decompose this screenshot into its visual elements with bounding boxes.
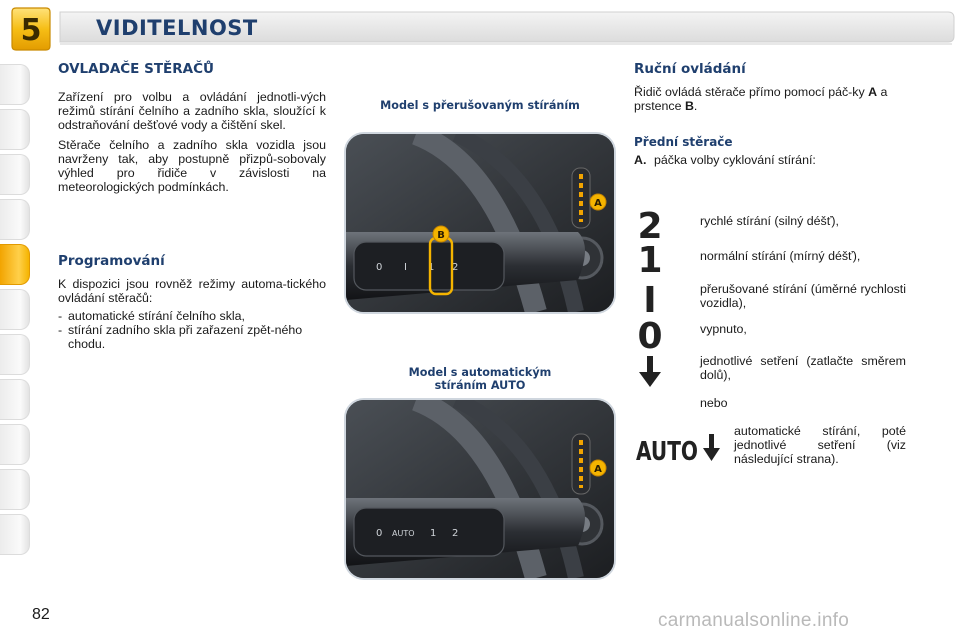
label-a: A — [594, 198, 602, 209]
right-column — [634, 62, 906, 167]
left-column — [58, 62, 326, 194]
auto-down-icon — [636, 430, 724, 464]
side-tab[interactable] — [0, 424, 30, 465]
or-text: nebo — [700, 396, 728, 410]
mode-text: jednotlivé setření (zatlačte směrem dolů), — [700, 354, 906, 382]
svg-text:0: 0 — [637, 316, 663, 352]
mode-row-off — [636, 316, 906, 352]
auto-text: automatické stírání, poté jednotlivé setření (viz následující strana). — [734, 424, 906, 466]
page-title: VIDITELNOST — [96, 16, 258, 40]
or-row — [636, 396, 906, 412]
side-tab[interactable] — [0, 64, 30, 105]
stalk-a-description: A. páčka volby cyklování stírání: — [634, 153, 816, 167]
ring-label: 0 — [376, 528, 383, 539]
chapter-badge — [10, 6, 52, 52]
down-arrow-icon — [636, 356, 666, 388]
side-tab[interactable] — [0, 514, 30, 555]
mode-text: vypnuto, — [700, 322, 747, 336]
mode-text: rychlé stírání (silný déšť), — [700, 214, 839, 228]
stalk-photo-intermittent — [344, 132, 616, 314]
mode-row-single — [636, 354, 906, 390]
mode-symbol-2 — [636, 206, 666, 242]
list-item: - automatické stírání čelního skla, — [58, 309, 245, 323]
chapter-number: 5 — [20, 13, 42, 48]
ring-label: 1 — [430, 528, 437, 539]
svg-text:2: 2 — [637, 206, 663, 242]
side-tab[interactable] — [0, 334, 30, 375]
watermark: carmanualsonline.info — [658, 610, 850, 631]
side-tab[interactable] — [0, 199, 30, 240]
side-tab[interactable] — [0, 469, 30, 510]
mode-text: přerušované stírání (úměrné rychlosti vozidla), — [700, 282, 906, 310]
side-tab[interactable] — [0, 109, 30, 150]
ring-label: I — [404, 262, 407, 273]
caption-intermittent-model: Model s přerušovaným stíráním — [380, 99, 580, 112]
mode-symbol-0 — [636, 316, 666, 352]
mode-row-intermittent — [636, 280, 906, 316]
ring-label: AUTO — [392, 529, 415, 538]
side-tab[interactable] — [0, 379, 30, 420]
mode-text: normální stírání (mírný déšť), — [700, 249, 861, 263]
intro-paragraph-1: Zařízení pro volbu a ovládání jednotli-vých režimů stírání čelního a zadního skla, sloužící k odstraňování dešťové vody a čištění skel. — [58, 90, 326, 132]
side-tab-active[interactable] — [0, 244, 30, 285]
mode-row-auto — [636, 424, 906, 468]
ring-label: 1 — [428, 262, 435, 273]
section-title: OVLADAČE STĚRAČŮ — [58, 61, 214, 77]
programming-text: K dispozici jsou rovněž režimy automa-tického ovládání stěračů: — [58, 277, 326, 305]
label-a: A — [594, 464, 602, 475]
side-tab[interactable] — [0, 289, 30, 330]
mode-row-fast — [636, 206, 906, 242]
ring-label: 0 — [376, 262, 383, 273]
intro-paragraph-2: Stěrače čelního a zadního skla vozidla jsou navrženy tak, aby postupně přizpů-sobovaly výhled pro řidiče v závislosti na meteorologických podmínkách. — [58, 138, 326, 194]
mode-symbol-i — [636, 280, 666, 316]
label-b: B — [437, 230, 445, 241]
svg-text:AUTO: AUTO — [636, 437, 698, 464]
manual-control-title: Ruční ovládání — [634, 61, 746, 77]
programming-title: Programování — [58, 253, 165, 269]
svg-text:1: 1 — [637, 240, 663, 276]
caption-auto-model: Model s automatickým stíráním AUTO — [408, 366, 552, 392]
front-wipers-title: Přední stěrače — [634, 135, 733, 149]
side-tab[interactable] — [0, 154, 30, 195]
page-number: 82 — [32, 606, 50, 623]
programming-section — [58, 254, 326, 351]
list-item: - stírání zadního skla při zařazení zpět-ného chodu. — [58, 323, 303, 351]
ring-label: 2 — [452, 528, 459, 539]
svg-text:I: I — [643, 280, 657, 316]
stalk-photo-auto — [344, 398, 616, 580]
ring-label: 2 — [452, 262, 459, 273]
manual-control-intro: Řidič ovládá stěrače přímo pomocí páč-ky A a prstence B. — [634, 85, 888, 113]
mode-row-normal — [636, 240, 906, 276]
mode-symbol-1 — [636, 240, 666, 276]
